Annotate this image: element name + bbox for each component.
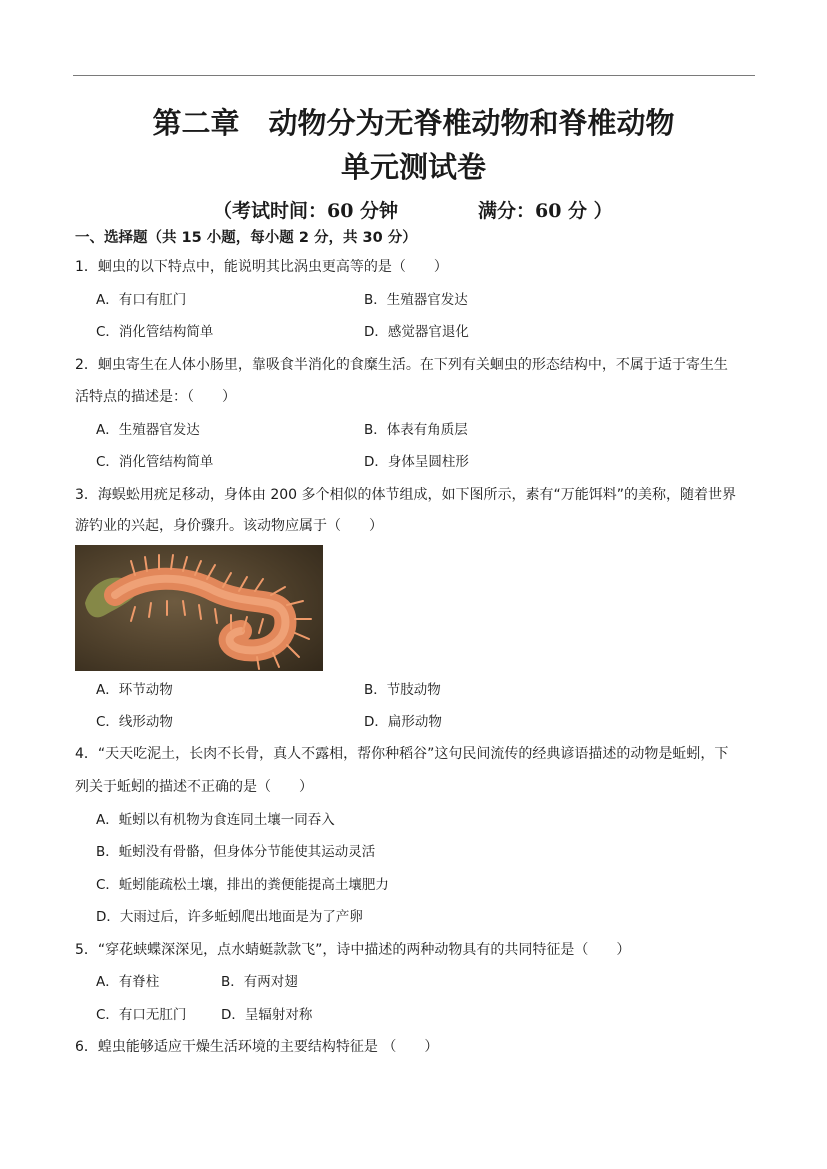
- page-subtitle: 单元测试卷: [340, 150, 486, 184]
- q4-option-c: C．蚯蚓能疏松土壤，排出的粪便能提高土壤肥力: [96, 877, 389, 893]
- question-5-stem: 5．“穿花蛱蝶深深见，点水蜻蜓款款飞”，诗中描述的两种动物具有的共同特征是（ ）: [75, 942, 631, 958]
- header-rule: [73, 75, 755, 76]
- question-2-stem-line2: 活特点的描述是：（ ）: [75, 389, 236, 405]
- q5-option-d: D．呈辐射对称: [221, 1007, 313, 1023]
- q1-option-a: A．有口有肛门: [96, 292, 187, 308]
- exam-time: （考试时间：60 分钟: [213, 200, 399, 222]
- q2-option-d: D．身体呈圆柱形: [364, 454, 469, 470]
- q5-option-c: C．有口无肛门: [96, 1007, 187, 1023]
- q3-option-c: C．线形动物: [96, 714, 173, 730]
- question-4-stem-line1: 4．“天天吃泥土，长肉不长骨，真人不露相，帮你种稻谷”这句民间流传的经典谚语描述的动物是蚯蚓，下: [75, 746, 729, 762]
- q2-option-a: A．生殖器官发达: [96, 422, 200, 438]
- q5-option-a: A．有脊柱: [96, 974, 160, 990]
- page-title: 第二章 动物分为无脊椎动物和脊椎动物: [152, 106, 675, 140]
- q2-option-c: C．消化管结构简单: [96, 454, 214, 470]
- q2-option-b: B．体表有角质层: [364, 422, 468, 438]
- q3-option-a: A．环节动物: [96, 682, 173, 698]
- section-heading: 一、选择题（共 15 小题，每小题 2 分，共 30 分）: [75, 230, 417, 246]
- q1-option-c: C．消化管结构简单: [96, 324, 214, 340]
- question-4-stem-line2: 列关于蚯蚓的描述不正确的是（ ）: [75, 779, 313, 795]
- q1-option-b: B．生殖器官发达: [364, 292, 468, 308]
- q1-option-d: D．感觉器官退化: [364, 324, 469, 340]
- q4-option-d: D．大雨过后，许多蚯蚓爬出地面是为了产卵: [96, 909, 363, 925]
- question-6-stem: 6．蝗虫能够适应干燥生活环境的主要结构特征是 （ ）: [75, 1039, 439, 1055]
- question-3-stem-line2: 游钓业的兴起，身价骤升。该动物应属于（ ）: [75, 518, 383, 534]
- q3-option-d: D．扁形动物: [364, 714, 442, 730]
- question-2-stem-line1: 2．蛔虫寄生在人体小肠里，靠吸食半消化的食糜生活。在下列有关蛔虫的形态结构中，不属于适于寄生生: [75, 357, 728, 373]
- q5-option-b: B．有两对翅: [221, 974, 298, 990]
- question-3-stem-line1: 3．海蜈蚣用疣足移动，身体由 200 多个相似的体节组成，如下图所示，素有“万能饵料”的美称，随着世界: [75, 487, 737, 503]
- sea-centipede-photo: [75, 545, 323, 671]
- exam-info: [0, 196, 827, 222]
- q3-option-b: B．节肢动物: [364, 682, 441, 698]
- q4-option-b: B．蚯蚓没有骨骼，但身体分节能使其运动灵活: [96, 844, 376, 860]
- question-1-stem: 1．蛔虫的以下特点中，能说明其比涡虫更高等的是（ ）: [75, 259, 448, 275]
- exam-score: 满分：60 分 ）: [478, 200, 613, 222]
- q4-option-a: A．蚯蚓以有机物为食连同土壤一同吞入: [96, 812, 335, 828]
